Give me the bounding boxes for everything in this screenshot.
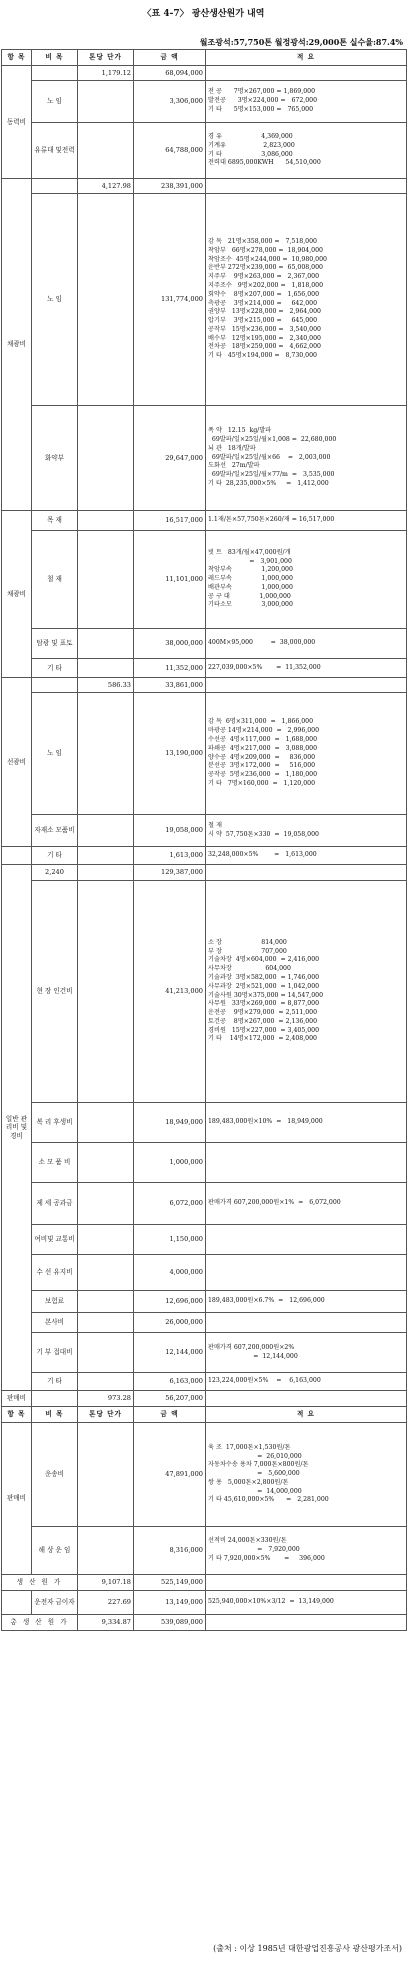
remarks-cell: 227,039,000×5% = 11,352,000	[206, 659, 407, 678]
unit-cost-cell: 1,179.12	[78, 66, 134, 81]
remarks-cell: 육 조 17,000톤×1,530원/톤 = 26,010,000 자동차수송 용차 7,000톤×800원/톤 = 5,600,000 쌍 용 5,000톤×2,800원/톤 = 14,000,000 기 타 45,610,000×5% = 2,281,000	[206, 1423, 407, 1527]
unit-cost-cell: 586.33	[78, 678, 134, 693]
remarks-cell: 1.1재/톤×57,750톤×260/재 = 16,517,000	[206, 511, 407, 531]
category-cell: 선광비	[2, 678, 32, 847]
amount-cell: 13,149,000	[134, 1591, 206, 1615]
header-subitem: 비 목	[32, 1407, 78, 1423]
unit-cost-cell: 9,107.18	[78, 1575, 134, 1591]
remarks-cell	[206, 1225, 407, 1255]
table-row	[2, 194, 407, 406]
unit-cost-cell: 973.28	[78, 1391, 134, 1407]
table-row	[2, 511, 407, 531]
amount-cell: 19,058,000	[134, 815, 206, 847]
unit-cost-cell: 9,334.87	[78, 1615, 134, 1631]
remarks-cell: 폭 약 12.15 kg/발파 69발파/일×25일/월×1,008 = 22,680,000 뇌 관 18개/발파 69발파/일×25일/월×66 = 2,003,000 도화선 27m/발파 69발파/일×25일/월×77/m = 3,535,000 기 타 28,235,000×5% = 1,412,000	[206, 406, 407, 511]
remarks-cell	[206, 1313, 407, 1333]
remarks-cell: 빗 트 83개/월×47,000원/개 = 3,901,000 착암부속 1,200,000 레드부속 1,000,000 배관부속 1,000,000 공 구 대 1,000,000 기타소모 3,000,000	[206, 531, 407, 629]
table-row	[2, 179, 407, 194]
subitem-cell: 탐광 및 표토	[32, 629, 78, 659]
table-row	[2, 815, 407, 847]
subitem-cell: 현 장 인건비	[32, 881, 78, 1103]
header-remarks: 적 요	[206, 1407, 407, 1423]
table-row	[2, 1183, 407, 1225]
table-row	[2, 659, 407, 678]
category-cell: 총 생 산 원 가	[2, 1615, 78, 1631]
subitem-cell: 해 상 운 임	[32, 1527, 78, 1575]
header-row	[2, 50, 407, 66]
table-row	[2, 1615, 407, 1631]
unit-cost-cell: 4,127.98	[78, 179, 134, 194]
remarks-cell: 123,224,000원×5% = 6,163,000	[206, 1373, 407, 1391]
header-item: 항 목	[2, 50, 32, 66]
remarks-cell	[206, 66, 407, 81]
table-row	[2, 629, 407, 659]
remarks-cell: 400M×95,000 = 38,000,000	[206, 629, 407, 659]
subitem-cell: 목 재	[32, 511, 78, 531]
remarks-cell	[206, 1143, 407, 1183]
amount-cell: 1,613,000	[134, 847, 206, 865]
table-row	[2, 1225, 407, 1255]
category-cell: 판매비	[2, 1391, 32, 1407]
amount-cell: 11,101,000	[134, 531, 206, 629]
subitem-cell: 화약부	[32, 406, 78, 511]
amount-cell: 4,000,000	[134, 1255, 206, 1291]
header-subitem: 비 목	[32, 50, 78, 66]
category-cell: 일반 관리비 및경비	[2, 865, 32, 1391]
amount-cell: 6,072,000	[134, 1183, 206, 1225]
amount-cell: 12,696,000	[134, 1291, 206, 1313]
amount-cell: 26,000,000	[134, 1313, 206, 1333]
subitem-cell: 운송비	[32, 1423, 78, 1527]
remarks-cell: 경 유 4,369,000 기계유 2,823,000 기 타 3,086,000 전력대 6895,000KWH 54,510,000	[206, 123, 407, 179]
amount-cell: 41,213,000	[134, 881, 206, 1103]
subitem-cell: 기 타	[32, 659, 78, 678]
table-title: 〈표 4-7〉 광산생산원가 내역	[142, 9, 265, 19]
subitem-cell: 기 부 접대비	[32, 1333, 78, 1373]
amount-cell: 525,149,000	[134, 1575, 206, 1591]
category-cell: 채광비	[2, 179, 32, 511]
subitem-cell: 기 타	[32, 1373, 78, 1391]
subitem-cell: 기 타	[32, 847, 78, 865]
amount-cell: 1,150,000	[134, 1225, 206, 1255]
header-item: 항 목	[2, 1407, 32, 1423]
amount-cell: 131,774,000	[134, 194, 206, 406]
amount-cell: 18,949,000	[134, 1103, 206, 1143]
amount-cell: 33,861,000	[134, 678, 206, 693]
remarks-cell: 철 재 시 약 57,750톤×330 = 19,058,000	[206, 815, 407, 847]
category-cell: 판매비	[2, 1423, 32, 1575]
subitem-cell: 노 임	[32, 194, 78, 406]
subitem-cell: 소 모 품 비	[32, 1143, 78, 1183]
amount-cell: 8,316,000	[134, 1527, 206, 1575]
remarks-cell	[206, 1575, 407, 1591]
amount-cell: 38,000,000	[134, 629, 206, 659]
subitem-cell: 제 세 공과금	[32, 1183, 78, 1225]
amount-cell: 129,387,000	[134, 865, 206, 881]
table-row	[2, 1143, 407, 1183]
remarks-cell: 감 독 6명×311,000 = 1,866,000 마광공 14명×214,000 = 2,996,000 수선공 4명×117,000 = 1,688,000 파쇄공 4명×217,000 = 3,088,000 양수공 4명×209,000 = 836,000 분선공 3명×172,000 = 516,000 공작공 5명×236,000 = 1,180,000 기 타 7명×160,000 = 1,120,000	[206, 693, 407, 815]
table-row	[2, 1391, 407, 1407]
remarks-cell: 525,940,000×10%×3/12 = 13,149,000	[206, 1591, 407, 1615]
amount-cell: 16,517,000	[134, 511, 206, 531]
table-row	[2, 406, 407, 511]
table-row	[2, 66, 407, 81]
cost-table	[1, 49, 407, 1631]
remarks-cell	[206, 1391, 407, 1407]
amount-cell: 12,144,000	[134, 1333, 206, 1373]
amount-cell: 3,306,000	[134, 81, 206, 123]
amount-cell: 64,788,000	[134, 123, 206, 179]
remarks-cell	[206, 865, 407, 881]
remarks-cell: 소 장 814,000 부 장 707,000 기술차장 4명×604,000 = 2,416,000 사무차장 604,000 기술과장 3명×582,000 = 1,746,000 사무과장 2명×521,000 = 1,042,000 기술사원 30명×375,000 = 14,547,000 사무원 33명×269,000 = 8,877,000 운전공 9명×279,000 = 2,511,000 토건공 8명×267,000 = 2,136,000 경비원 15명×227,000 = 3,405,000 기 타 14명×172,000 = 2,408,000	[206, 881, 407, 1103]
header-amount: 금 액	[134, 1407, 206, 1423]
table-row	[2, 1313, 407, 1333]
subitem-cell: 본사비	[32, 1313, 78, 1333]
remarks-cell: 감 독 21명×358,000 = 7,518,000 착암부 66명×278,000 = 18,904,000 착암조수 45명×244,000 = 10,980,000 운반부 272명×239,000 = 65,008,000 지주부 9명×263,000 = 2,367,000 지주조수 9명×202,000 = 1,818,000 회약수 8명×207,000 = 1,656,000 측광공 3명×214,000 = 642,000 권양부 13명×228,000 = 2,964,000 압기부 3명×215,000 = 645,000 공작부 15명×236,000 = 3,540,000 배수부 12명×195,000 = 2,340,000 전차공 18명×259,000 = 4,662,000 기 타 45명×194,000 = 8,730,000	[206, 194, 407, 406]
unit-cost-cell: 227.69	[78, 1591, 134, 1615]
amount-cell: 13,190,000	[134, 693, 206, 815]
table-row	[2, 1575, 407, 1591]
subitem-cell: 수 선 유지비	[32, 1255, 78, 1291]
table-meta: 월조광석:57,750톤 월정광석:29,000톤 실수율:87.4%	[199, 37, 403, 47]
category-cell: 채광비	[2, 511, 32, 678]
header-unit-cost: 톤당 단가	[78, 50, 134, 66]
subitem-cell: 보험료	[32, 1291, 78, 1313]
table-row	[2, 123, 407, 179]
table-row	[2, 1373, 407, 1391]
table-row	[2, 1255, 407, 1291]
table-row	[2, 1423, 407, 1527]
table-row	[2, 1103, 407, 1143]
header-unit-cost: 톤당 단가	[78, 1407, 134, 1423]
amount-cell: 68,094,000	[134, 66, 206, 81]
subitem-cell: 노 임	[32, 81, 78, 123]
amount-cell: 1,000,000	[134, 1143, 206, 1183]
header-amount: 금 액	[134, 50, 206, 66]
table-row	[2, 531, 407, 629]
amount-cell: 539,089,000	[134, 1615, 206, 1631]
subitem-cell: 노 임	[32, 693, 78, 815]
table-row	[2, 1333, 407, 1373]
remarks-cell: 전 공 7명×267,000 = 1,869,000 발전공 3명×224,000 = 672,000 기 타 5명×153,000 = 765,000	[206, 81, 407, 123]
remarks-cell	[206, 179, 407, 194]
remarks-cell: 189,483,000원×10% = 18,949,000	[206, 1103, 407, 1143]
subitem-cell: 운전자 금이자	[32, 1591, 78, 1615]
subitem-cell: 복 리 후생비	[32, 1103, 78, 1143]
amount-cell: 47,891,000	[134, 1423, 206, 1527]
subitem-cell: 여비및 교통비	[32, 1225, 78, 1255]
amount-cell: 29,647,000	[134, 406, 206, 511]
table-row	[2, 1291, 407, 1313]
source-note: (출처 : 이상 1985년 대한광업진흥공사 광산평가조서)	[213, 1944, 402, 1953]
remarks-cell: 32,248,000×5% = 1,613,000	[206, 847, 407, 865]
remarks-cell: 선적비 24,000톤×330원/톤 = 7,920,000 기 타 7,920,000×5% = 396,000	[206, 1527, 407, 1575]
remarks-cell: 189,483,000원×6.7% = 12,696,000	[206, 1291, 407, 1313]
category-cell: 생 산 원 가	[2, 1575, 78, 1591]
table-row	[2, 865, 407, 881]
header-row-repeat	[2, 1407, 407, 1423]
table-row	[2, 81, 407, 123]
subitem-cell: 자재소 모품비	[32, 815, 78, 847]
table-row	[2, 1527, 407, 1575]
amount-cell: 238,391,000	[134, 179, 206, 194]
table-row	[2, 847, 407, 865]
remarks-cell	[206, 1615, 407, 1631]
table-row	[2, 678, 407, 693]
amount-cell: 11,352,000	[134, 659, 206, 678]
subitem-cell: 유류대 및전력	[32, 123, 78, 179]
table-row	[2, 881, 407, 1103]
amount-cell: 56,207,000	[134, 1391, 206, 1407]
subitem-cell: 철 재	[32, 531, 78, 629]
category-cell: 동력비	[2, 66, 32, 179]
remarks-cell: 판매가격 607,200,000원×1% = 6,072,000	[206, 1183, 407, 1225]
remarks-cell: 판매가격 607,200,000원×2% = 12,144,000	[206, 1333, 407, 1373]
unit-cost-cell: 2,240	[32, 865, 78, 881]
remarks-cell	[206, 678, 407, 693]
header-remarks: 적 요	[206, 50, 407, 66]
amount-cell: 6,163,000	[134, 1373, 206, 1391]
table-row	[2, 693, 407, 815]
remarks-cell	[206, 1255, 407, 1291]
table-row	[2, 1591, 407, 1615]
